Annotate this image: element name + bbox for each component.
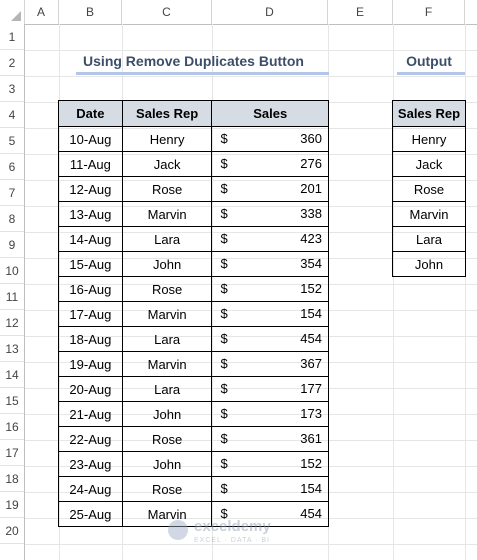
row-header[interactable]: 20 <box>0 518 24 544</box>
cell-sales[interactable] <box>212 252 329 277</box>
cell-date[interactable]: 18-Aug <box>59 327 123 352</box>
row-header[interactable]: 3 <box>0 76 24 102</box>
output-row <box>393 252 466 277</box>
cell-date[interactable]: 17-Aug <box>59 302 123 327</box>
column-header-d[interactable]: D <box>212 0 328 24</box>
row-header[interactable]: 1 <box>0 24 24 50</box>
table-row <box>59 402 329 427</box>
currency-symbol: $ <box>220 281 228 296</box>
cell-sales-rep[interactable]: Lara <box>122 377 212 402</box>
column-header-e[interactable]: E <box>328 0 393 24</box>
row-header[interactable]: 2 <box>0 50 24 76</box>
cell-sales-rep[interactable]: Marvin <box>122 202 212 227</box>
currency-symbol: $ <box>220 331 228 346</box>
cell-sales-rep[interactable]: Henry <box>122 127 212 152</box>
currency-symbol: $ <box>220 131 228 146</box>
watermark-tagline: EXCEL · DATA · BI <box>194 537 270 544</box>
cell-date[interactable]: 19-Aug <box>59 352 123 377</box>
row-header[interactable]: 12 <box>0 310 24 336</box>
output-cell-sales-rep[interactable]: Lara <box>393 227 466 252</box>
sales-amount: 154 <box>300 306 322 321</box>
row-header[interactable]: 13 <box>0 336 24 362</box>
output-cell-sales-rep[interactable]: Jack <box>393 152 466 177</box>
sales-amount: 152 <box>300 456 322 471</box>
output-row <box>393 177 466 202</box>
main-title-underline <box>76 72 329 75</box>
currency-symbol: $ <box>220 431 228 446</box>
row-header[interactable]: 10 <box>0 258 24 284</box>
currency-symbol: $ <box>220 356 228 371</box>
row-header[interactable]: 11 <box>0 284 24 310</box>
output-header-row <box>393 101 466 127</box>
select-all-corner[interactable] <box>0 0 25 24</box>
output-row <box>393 202 466 227</box>
cell-sales[interactable] <box>212 452 329 477</box>
cell-sales[interactable] <box>212 177 329 202</box>
column-header-bar <box>0 0 477 25</box>
output-title: Output <box>406 53 452 69</box>
watermark-name: exceldemy <box>194 518 271 535</box>
sales-amount: 154 <box>300 481 322 496</box>
row-header[interactable]: 6 <box>0 154 24 180</box>
table-row <box>59 477 329 502</box>
table-row <box>59 152 329 177</box>
output-cell-sales-rep[interactable]: Marvin <box>393 202 466 227</box>
main-title: Using Remove Duplicates Button <box>83 53 304 69</box>
row-header[interactable]: 4 <box>0 102 24 128</box>
row-header[interactable]: 14 <box>0 362 24 388</box>
cell-date[interactable]: 13-Aug <box>59 202 123 227</box>
output-cell-sales-rep[interactable]: Henry <box>393 127 466 152</box>
gridline <box>25 50 477 51</box>
cell-sales[interactable] <box>212 302 329 327</box>
cell-sales-rep[interactable]: Rose <box>122 477 212 502</box>
cell-date[interactable]: 21-Aug <box>59 402 123 427</box>
currency-symbol: $ <box>220 506 228 521</box>
row-header[interactable]: 5 <box>0 128 24 154</box>
sales-amount: 177 <box>300 381 322 396</box>
column-header-b[interactable]: B <box>59 0 122 24</box>
cell-sales[interactable] <box>212 377 329 402</box>
cell-sales[interactable] <box>212 202 329 227</box>
table-header-row <box>59 101 329 127</box>
row-header[interactable]: 15 <box>0 388 24 414</box>
cell-date[interactable]: 24-Aug <box>59 477 123 502</box>
watermark <box>168 516 328 552</box>
currency-symbol: $ <box>220 231 228 246</box>
cell-sales[interactable] <box>212 152 329 177</box>
currency-symbol: $ <box>220 456 228 471</box>
sales-amount: 201 <box>300 181 322 196</box>
sales-table <box>58 100 329 527</box>
row-header[interactable]: 16 <box>0 414 24 440</box>
cell-sales[interactable] <box>212 127 329 152</box>
sales-amount: 454 <box>300 506 322 521</box>
row-header[interactable]: 8 <box>0 206 24 232</box>
currency-symbol: $ <box>220 206 228 221</box>
cell-sales-rep[interactable]: Lara <box>122 327 212 352</box>
row-header[interactable]: 9 <box>0 232 24 258</box>
table-row <box>59 252 329 277</box>
cell-sales-rep[interactable]: Marvin <box>122 302 212 327</box>
table-row <box>59 327 329 352</box>
header-date[interactable]: Date <box>59 101 123 127</box>
cell-date[interactable]: 15-Aug <box>59 252 123 277</box>
output-cell-sales-rep[interactable]: Rose <box>393 177 466 202</box>
cell-sales[interactable] <box>212 427 329 452</box>
table-row <box>59 452 329 477</box>
exceldemy-logo-icon <box>168 520 188 540</box>
cell-date[interactable]: 12-Aug <box>59 177 123 202</box>
row-header[interactable]: 19 <box>0 492 24 518</box>
header-sales[interactable]: Sales <box>212 101 329 127</box>
select-all-icon <box>11 11 21 21</box>
cell-sales-rep[interactable]: Rose <box>122 277 212 302</box>
table-row <box>59 227 329 252</box>
column-header-a[interactable]: A <box>24 0 59 24</box>
sales-amount: 354 <box>300 256 322 271</box>
cell-sales-rep[interactable]: Marvin <box>122 502 212 527</box>
gridline <box>25 76 477 77</box>
cell-date[interactable]: 11-Aug <box>59 152 123 177</box>
output-title-underline <box>397 72 465 75</box>
currency-symbol: $ <box>220 481 228 496</box>
sales-amount: 361 <box>300 431 322 446</box>
sales-amount: 367 <box>300 356 322 371</box>
table-row <box>59 302 329 327</box>
cell-sales[interactable] <box>212 402 329 427</box>
cell-sales[interactable] <box>212 327 329 352</box>
cell-date[interactable]: 20-Aug <box>59 377 123 402</box>
cell-sales[interactable] <box>212 477 329 502</box>
table-row <box>59 427 329 452</box>
sales-amount: 454 <box>300 331 322 346</box>
output-row <box>393 127 466 152</box>
cell-date[interactable]: 25-Aug <box>59 502 123 527</box>
sales-amount: 338 <box>300 206 322 221</box>
table-row <box>59 202 329 227</box>
currency-symbol: $ <box>220 181 228 196</box>
output-cell-sales-rep[interactable]: John <box>393 252 466 277</box>
row-header[interactable]: 7 <box>0 180 24 206</box>
cell-sales-rep[interactable]: Jack <box>122 152 212 177</box>
column-header-f[interactable]: F <box>393 0 465 24</box>
currency-symbol: $ <box>220 156 228 171</box>
table-row <box>59 277 329 302</box>
cell-date[interactable]: 16-Aug <box>59 277 123 302</box>
table-row <box>59 352 329 377</box>
cell-sales-rep[interactable]: Marvin <box>122 352 212 377</box>
currency-symbol: $ <box>220 256 228 271</box>
cell-sales-rep[interactable]: Rose <box>122 427 212 452</box>
cell-date[interactable]: 10-Aug <box>59 127 123 152</box>
currency-symbol: $ <box>220 306 228 321</box>
header-sales-rep[interactable]: Sales Rep <box>122 101 212 127</box>
output-table-body <box>393 127 466 277</box>
cell-sales-rep[interactable]: Lara <box>122 227 212 252</box>
cell-sales-rep[interactable]: John <box>122 452 212 477</box>
table-row <box>59 127 329 152</box>
cell-sales-rep[interactable]: John <box>122 252 212 277</box>
cell-date[interactable]: 22-Aug <box>59 427 123 452</box>
output-header-sales-rep[interactable]: Sales Rep <box>393 101 466 127</box>
table-row <box>59 377 329 402</box>
cell-sales[interactable] <box>212 227 329 252</box>
row-header[interactable]: 18 <box>0 466 24 492</box>
cell-sales[interactable] <box>212 277 329 302</box>
row-header[interactable]: 17 <box>0 440 24 466</box>
currency-symbol: $ <box>220 381 228 396</box>
output-row <box>393 152 466 177</box>
column-header-c[interactable]: C <box>122 0 212 24</box>
output-table <box>392 100 466 277</box>
cell-sales-rep[interactable]: John <box>122 402 212 427</box>
sales-amount: 276 <box>300 156 322 171</box>
sales-amount: 423 <box>300 231 322 246</box>
cell-sales-rep[interactable]: Rose <box>122 177 212 202</box>
sales-table-body <box>59 127 329 527</box>
cell-date[interactable]: 23-Aug <box>59 452 123 477</box>
cell-date[interactable]: 14-Aug <box>59 227 123 252</box>
cell-sales[interactable] <box>212 352 329 377</box>
currency-symbol: $ <box>220 406 228 421</box>
output-row <box>393 227 466 252</box>
sales-amount: 360 <box>300 131 322 146</box>
table-row <box>59 177 329 202</box>
row-header-bar <box>0 24 25 560</box>
sales-amount: 173 <box>300 406 322 421</box>
sales-amount: 152 <box>300 281 322 296</box>
